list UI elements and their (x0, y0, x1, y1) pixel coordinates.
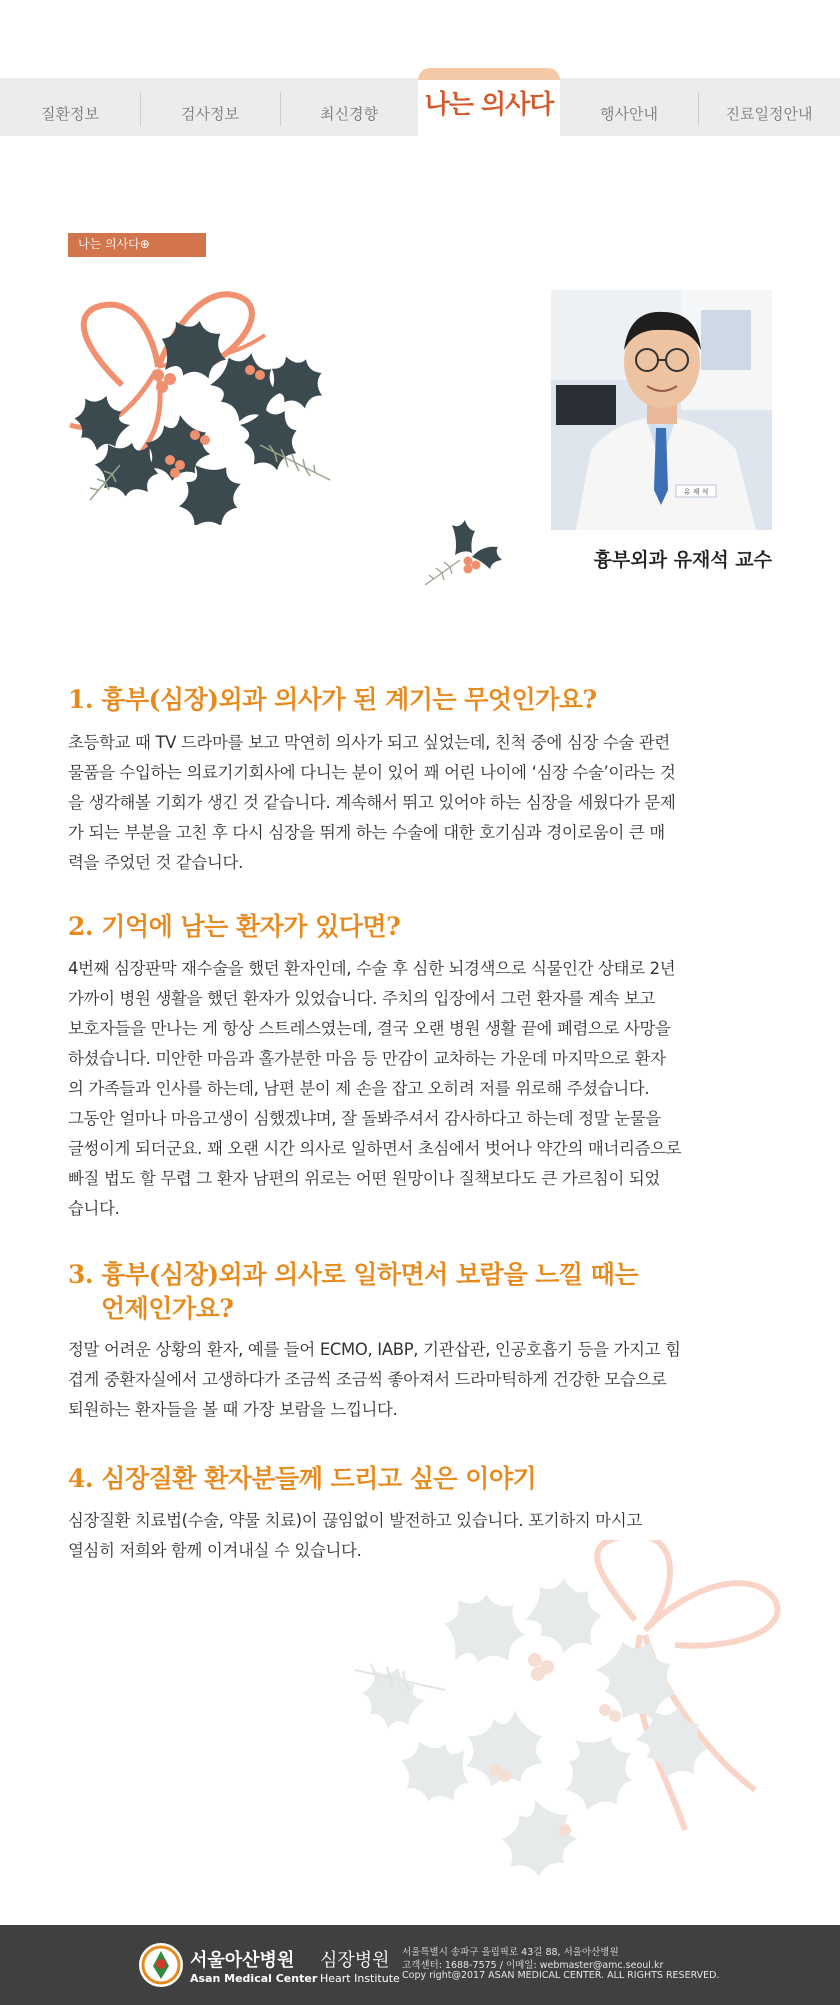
doctor-badge: 유 재 석 (683, 488, 709, 496)
doctor-caption: 흉부외과 유재석 교수 (593, 549, 772, 571)
answer-2 (68, 954, 774, 1224)
answer-line: 4번째 심장판막 재수술을 했던 환자인데, 수술 후 심한 뇌경색으로 식물인간 상태로 2년 (68, 959, 676, 978)
holly-sprig-illustration (420, 505, 520, 595)
answer-line: 보호자들을 만나는 게 항상 스트레스였는데, 결국 오랜 병원 생활 끝에 폐렴으로 사망을 (68, 1019, 671, 1038)
nav-item-disease-info[interactable]: 질환정보 (41, 105, 99, 123)
nav-item-i-am-doctor[interactable]: 나는 의사다 (424, 90, 554, 120)
hospital-name-ko: 서울아산병원 (190, 1950, 295, 1971)
answer-line: 습니다. (68, 1199, 120, 1218)
answer-line: 의 가족들과 인사를 하는데, 남편 분이 제 손을 잡고 오히려 저를 위로해 주셨습니다. (68, 1079, 650, 1098)
nav-item-events[interactable]: 행사안내 (600, 105, 658, 123)
answer-line: 을 생각해볼 기회가 생긴 것 같습니다. 계속해서 뛰고 있어야 하는 심장을 세웠다가 문제 (68, 793, 676, 812)
question-3-line-1: 3. 흉부(심장)외과 의사로 일하면서 보람을 느낄 때는 (68, 1260, 638, 1289)
answer-line: 겹게 중환자실에서 고생하다가 조금씩 조금씩 좋아져서 드라마틱하게 건강한 모습으로 (68, 1370, 667, 1389)
question-4-heading: 4. 심장질환 환자분들께 드리고 싶은 이야기 (68, 1464, 537, 1493)
answer-line: 가 되는 부분을 고친 후 다시 심장을 뛰게 하는 수술에 대한 호기심과 경이로움이 큰 매 (68, 823, 665, 842)
question-1-heading: 1. 흉부(심장)외과 의사가 된 계기는 무엇인가요? (68, 685, 597, 714)
answer-line: 정말 어려운 상황의 환자, 예를 들어 ECMO, IABP, 기관삽관, 인공호흡기 등을 가지고 힘 (68, 1340, 681, 1359)
nav-item-exam-info[interactable]: 검사정보 (181, 105, 239, 123)
amc-logo-icon (138, 1942, 184, 1988)
section-tag: 나는 의사다⊕ (68, 233, 206, 255)
answer-line: 력을 주었던 것 같습니다. (68, 853, 243, 872)
holly-ribbon-illustration (60, 275, 360, 525)
question-3-heading (68, 1258, 768, 1326)
faded-holly-illustration (335, 1540, 805, 1880)
answer-line: 하셨습니다. 미안한 마음과 홀가분한 마음 등 만감이 교차하는 가운데 마지막으로 환자 (68, 1049, 666, 1068)
footer-address: 서울특별시 송파구 올림픽로 43길 88, 서울아산병원 (402, 1947, 619, 1958)
answer-line: 초등학교 때 TV 드라마를 보고 막연히 의사가 되고 싶었는데, 친척 중에 심장 수술 관련 (68, 733, 670, 752)
answer-line: 물품을 수입하는 의료기기회사에 다니는 분이 있어 꽤 어린 나이에 ‘심장 수술’이라는 것 (68, 763, 676, 782)
question-2-heading: 2. 기억에 남는 환자가 있다면? (68, 912, 401, 941)
answer-line: 퇴원하는 환자들을 볼 때 가장 보람을 느낍니다. (68, 1400, 398, 1419)
doctor-photo (551, 290, 772, 530)
answer-line: 그동안 얼마나 마음고생이 심했겠냐며, 잘 돌봐주셔서 감사하다고 하는데 정말 눈물을 (68, 1109, 661, 1128)
footer-contact[interactable]: 고객센터: 1688-7575 / 이메일: webmaster@amc.seoul.kr (402, 1960, 664, 1971)
answer-line: 열심히 저희와 함께 이겨내실 수 있습니다. (68, 1541, 362, 1560)
answer-4 (68, 1506, 774, 1566)
answer-1 (68, 728, 774, 878)
section-tag-underline (68, 255, 206, 257)
question-3-line-2: 언제인가요? (101, 1294, 234, 1323)
nav-item-schedule[interactable]: 진료일정안내 (725, 105, 813, 123)
answer-line: 심장질환 치료법(수술, 약물 치료)이 끊임없이 발전하고 있습니다. 포기하지 마시고 (68, 1511, 642, 1530)
answer-line: 글썽이게 되더군요. 꽤 오랜 시간 의사로 일하면서 초심에서 벗어나 약간의 매너리즘으로 (68, 1139, 682, 1158)
institute-name-en: Heart Institute (320, 1972, 400, 1985)
nav-item-latest-trends[interactable]: 최신경향 (320, 105, 378, 123)
answer-3 (68, 1335, 774, 1425)
footer-copyright: Copy right@2017 ASAN MEDICAL CENTER. ALL RIGHTS RESERVED. (402, 1970, 720, 1981)
answer-line: 빠질 법도 할 무렵 그 환자 남편의 위로는 어떤 원망이나 질책보다도 큰 가르침이 되었 (68, 1169, 660, 1188)
institute-name-ko: 심장병원 (320, 1950, 390, 1971)
hospital-name-en: Asan Medical Center (190, 1972, 318, 1985)
answer-line: 가까이 병원 생활을 했던 환자가 있었습니다. 주치의 입장에서 그런 환자를 계속 보고 (68, 989, 656, 1008)
